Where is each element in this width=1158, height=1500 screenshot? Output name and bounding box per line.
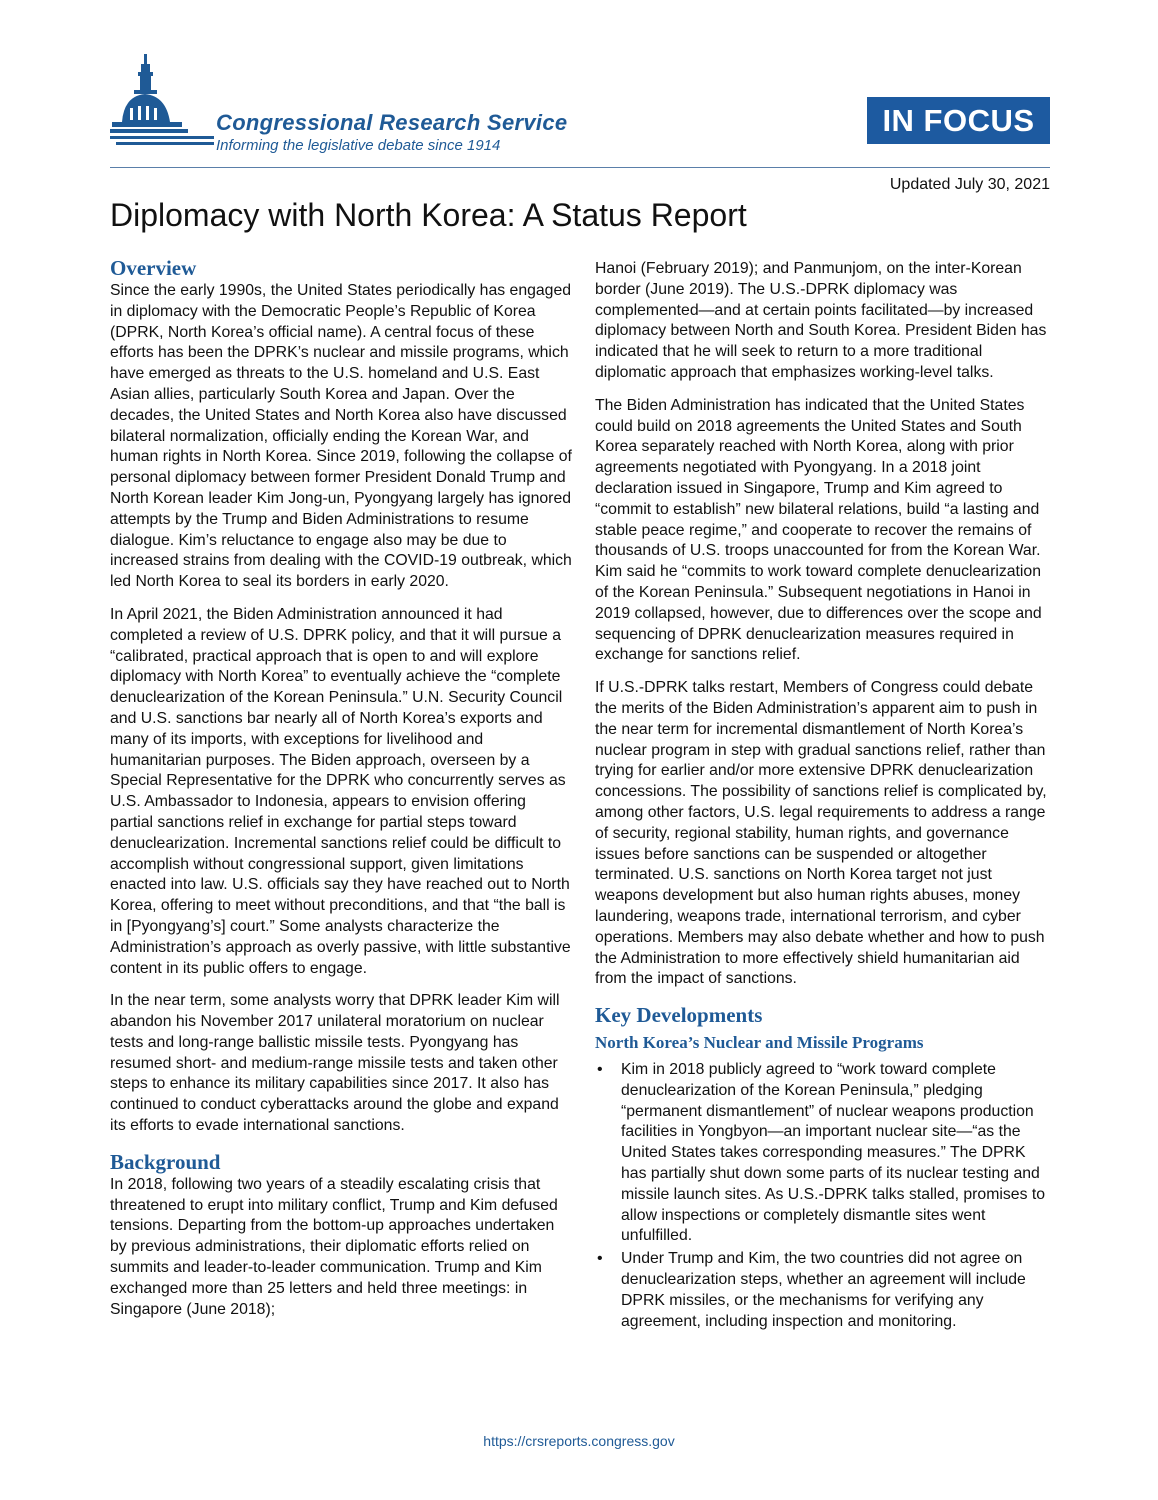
list-item: • Under Trump and Kim, the two countries did not agree on denuclearization steps, whether an agreement will include DPRK missiles, or the mechanisms for verifying any agreement, including inspection and monitoring. bbox=[595, 1249, 1055, 1332]
background-paragraph-2: Hanoi (February 2019); and Panmunjom, on the inter-Korean border (June 2019). The U.S.-DPRK diplomacy was complemented—and at certain points facilitated—by increased diplomacy between North and South Korea. President Biden has indicated that he will seek to return to a more traditional diplomatic approach that emphasizes working-level talks. bbox=[595, 260, 1047, 381]
overview-paragraph-3: In the near term, some analysts worry that DPRK leader Kim will abandon his November 2017 unilateral moratorium on nuclear tests and long-range ballistic missile tests. Pyongyang has resumed short- and medium-range missile tests and taken other steps to enhance its military capabilities since 2017. It also has continued to conduct cyberattacks around the globe and expand its efforts to evade international sanctions. bbox=[110, 992, 560, 1135]
key-developments-heading: Key Developments bbox=[595, 1003, 763, 1028]
overview-heading: Overview bbox=[110, 256, 197, 280]
capitol-dome-logo bbox=[110, 52, 220, 162]
footer-url[interactable]: https://crsreports.congress.gov bbox=[483, 1433, 675, 1449]
background-paragraph-1: In 2018, following two years of a steadily escalating crisis that threatened to erupt into military conflict, Trump and Kim defused tensions. Departing from the bottom-up approaches undertaken by previous administrations, their diplomatic efforts relied on summits and leader-to-leader communication. Trump and Kim exchanged more than 25 letters and held three meetings: in Singapore (June 2018); bbox=[110, 1175, 558, 1318]
key-developments-list bbox=[595, 1060, 1055, 1332]
background-paragraph-4: If U.S.-DPRK talks restart, Members of Congress could debate the merits of the Biden Administration’s apparent aim to push in the near term for incremental dismantlement of North Korea’s nuclear program in step with gradual sanctions relief, rather than trying for earlier and/or more extensive DPRK denuclearization concessions. The possibility of sanctions relief is complicated by, among other factors, U.S. legal requirements to address a range of security, regional stability, human rights, and governance issues before sanctions can be suspended or altogether terminated. U.S. sanctions on North Korea target not just weapons development but also human rights abuses, money laundering, weapons trade, international terrorism, and cyber operations. Members may also debate whether and how to push the Administration to more effectively shield humanitarian aid from the impact of sanctions. bbox=[595, 679, 1047, 988]
list-item: • Kim in 2018 publicly agreed to “work toward complete denuclearization of the Korean Peninsula,” pledging “permanent dismantlement” of nuclear weapons production facilities in Yongbyon—an important nuclear site—“as the United States takes corresponding measures.” The DPRK has partially shut down some parts of its nuclear testing and missile launch sites. As U.S.-DPRK talks stalled, promises to allow inspections or completely dismantle sites went unfulfilled. bbox=[595, 1060, 1055, 1247]
background-paragraph-3: The Biden Administration has indicated that the United States could build on 2018 agreements the United States and South Korea separately reached with North Korea, along with prior agreements negotiated with Pyongyang. In a 2018 joint declaration issued in Singapore, Trump and Kim agreed to “commit to establish” new bilateral relations, build “a lasting and stable peace regime,” and cooperate to recover the remains of thousands of U.S. troops unaccounted for from the Korean War. Kim said he “commits to work toward complete denuclearization of the Korean Peninsula.” Subsequent negotiations in Hanoi in 2019 collapsed, however, due to differences over the scope and sequencing of DPRK denuclearization measures required in exchange for sanctions relief. bbox=[595, 396, 1042, 664]
overview-paragraph-1: Since the early 1990s, the United States periodically has engaged in diplomacy with the Democratic People’s Republic of Korea (DPRK, North Korea’s official name). A central focus of these efforts has been the DPRK’s nuclear and missile programs, which have emerged as threats to the U.S. homeland and U.S. East Asian allies, particularly South Korea and Japan. Over the decades, the United States and North Korea also have discussed bilateral normalization, officially ending the Korean War, and human rights in North Korea. Since 2019, following the collapse of personal diplomacy between former President Donald Trump and North Korean leader Kim Jong-un, Pyongyang largely has ignored attempts by the Trump and Biden Administrations to resume dialogue. Kim’s reluctance to engage also may be due to increased strains from dealing with the COVID-19 outbreak, which led North Korea to seal its borders in early 2020. bbox=[110, 282, 572, 591]
in-focus-badge: IN FOCUS bbox=[867, 97, 1050, 144]
updated-date: Updated July 30, 2021 bbox=[889, 176, 1050, 193]
overview-paragraph-2: In April 2021, the Biden Administration announced it had completed a review of U.S. DPRK policy, and that it will pursue a “calibrated, practical approach that is open to and will explore diplomacy with North Korea” to eventually achieve the “complete denuclearization of the Korean Peninsula.” U.N. Security Council and U.S. sanctions bar nearly all of North Korea’s exports and many of its imports, with exceptions for livelihood and humanitarian purposes. The Biden approach, overseen by a Special Representative for the DPRK who concurrently serves as U.S. Ambassador to Indonesia, appears to envision offering partial sanctions relief in exchange for partial steps toward denuclearization. Incremental sanctions relief could be difficult to accomplish without congressional support, given limitations enacted into law. U.S. officials say they have reached out to North Korea, offering to meet without preconditions, and that “the ball is in [Pyongyang’s] court.” Some analysts characterize the Administration’s approach as overly passive, with little substantive content in its public offers to engage. bbox=[110, 605, 571, 977]
background-heading: Background bbox=[110, 1149, 221, 1174]
nuclear-programs-subheading: North Korea’s Nuclear and Missile Programs bbox=[595, 1033, 924, 1053]
org-name: Congressional Research Service bbox=[216, 110, 568, 135]
header-divider bbox=[110, 167, 1050, 168]
left-column bbox=[110, 255, 572, 1332]
right-column bbox=[595, 259, 1055, 1334]
org-tagline: Informing the legislative debate since 1914 bbox=[216, 137, 501, 154]
page-title: Diplomacy with North Korea: A Status Report bbox=[110, 197, 747, 233]
